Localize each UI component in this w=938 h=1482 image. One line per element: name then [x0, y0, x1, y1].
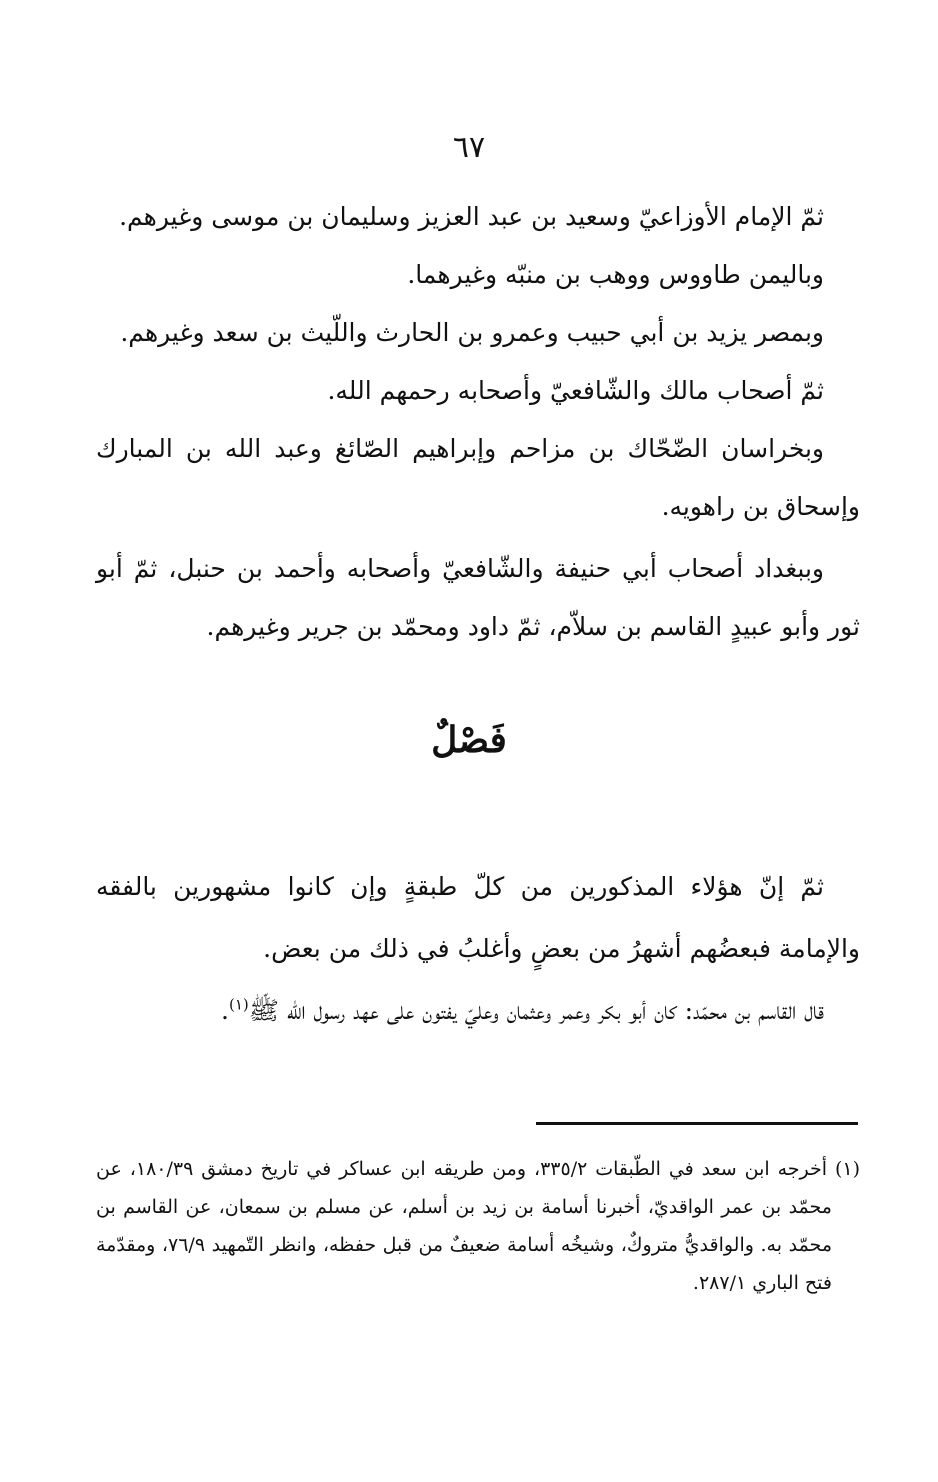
quote-end: .	[221, 996, 229, 1025]
paragraph: وباليمن طاووس ووهب بن منبّه وغيرهما.	[407, 260, 824, 289]
main-text-top	[96, 188, 860, 656]
quote-paragraph	[96, 980, 860, 1042]
footnote: (١) أخرجه ابن سعد في الطّبقات ٣٣٥/٢، ومن طريقه ابن عساكر في تاريخ دمشق ١٨٠/٣٩، عن محمّد بن عمر الواقديّ، أخبرنا أسامة بن زيد بن أسلم، عن مسلم بن سمعان، عن القاسم بن محمّد به. والواقديُّ متروكٌ، وشيخُه أسامة ضعيفٌ من قبل حفظه، وانظر التّمهيد ٧٦/٩، ومقدّمة فتح الباري ٢٨٧/١.	[96, 1158, 860, 1294]
page-number: ٦٧	[452, 130, 486, 165]
quote-text: قال القاسم بن محمّد: كان أبو بكر وعمر وعثمان وعليّ يفتون على عهد رسول الله ﷺ	[248, 996, 824, 1025]
footnote-separator	[536, 1122, 858, 1125]
paragraph: وبخراسان الضّحّاك بن مزاحم وإبراهيم الصّائغ وعبد الله بن المبارك وإسحاق بن راهويه.	[96, 434, 860, 521]
paragraph: وبمصر يزيد بن أبي حبيب وعمرو بن الحارث واللّيث بن سعد وغيرهم.	[120, 318, 824, 347]
main-text-bottom	[96, 856, 860, 1042]
footnotes	[96, 1150, 860, 1302]
paragraph: وببغداد أصحاب أبي حنيفة والشّافعيّ وأصحابه وأحمد بن حنبل، ثمّ أبو ثور وأبو عبيدٍ القاسم بن سلاّم، ثمّ داود ومحمّد بن جرير وغيرهم.	[96, 554, 860, 641]
paragraph: ثمّ الإمام الأوزاعيّ وسعيد بن عبد العزيز وسليمان بن موسى وغيرهم.	[119, 202, 824, 231]
footnote-reference[interactable]: (١)	[228, 995, 249, 1014]
paragraph: ثمّ إنّ هؤلاء المذكورين من كلّ طبقةٍ وإن كانوا مشهورين بالفقه والإمامة فبعضُهم أشهرُ من بعضٍ وأغلبُ في ذلك من بعض.	[96, 872, 860, 963]
paragraph: ثمّ أصحاب مالك والشّافعيّ وأصحابه رحمهم الله.	[327, 376, 824, 405]
section-heading: فَصْلٌ	[431, 719, 507, 761]
